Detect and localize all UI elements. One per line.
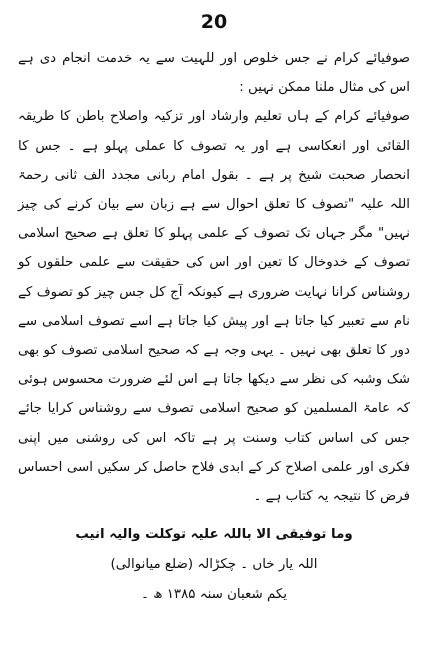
author-name: اللہ یار خاں ۔ چکڑالہ (ضلع میانوالی) (110, 557, 318, 572)
paragraph-main: صوفیائے کرام کے ہاں تعلیم وارشاد اور تزکیہ واصلاح باطن کا طریقہ القائی اور انعکاسی ہے اور یہ تصوف کا عملی پہلو ہے ۔ جس کا انحصار صحبت شیخ پر ہے ۔ بقول امام ربانی مجدد الف ثانی رحمۃ اللہ علیہ "تصوف کا تعلق احوال سے ہے زبان سے بیان کرنے کی چیز نہیں" مگر جہاں تک تصوف کے علمی پہلو کا تعلق ہے صحیح اسلامی تصوف کے خدوخال کا تعین اور اس کی حقیقت سے علمی حلقوں کو روشناس کرانا نہایت ضروری ہے کیونکہ آج کل جس چیز کو تصوف کے نام سے تعبیر کیا جاتا ہے اور پیش کیا جاتا ہے اسے تصوف اسلامی سے دور کا تعلق بھی نہیں ۔ یہی وجہ ہے کہ صحیح اسلامی تصوف کو بھی شک وشبہ کی نظر سے دیکھا جاتا ہے اس لئے ضرورت محسوس ہوئی کہ عامۃ المسلمین کو صحیح اسلامی تصوف سے روشناس کرایا جائے جس کی اساس کتاب وسنت پر ہے تاکہ اس کی روشنی میں اپنی فکری اور علمی اصلاح کر کے ابدی فلاح حاصل کر سکیں اسی احساس فرض کا نتیجہ یہ کتاب ہے ۔ (18, 109, 410, 505)
body-text (18, 44, 410, 511)
closing-block (0, 520, 428, 610)
closing-dua: وما توفیقی الا باللہ علیہ توکلت والیہ انیب (75, 527, 353, 542)
page-number: 20 (200, 11, 228, 33)
date-line: یکم شعبان سنہ ۱۳۸۵ ھ ۔ (140, 587, 288, 602)
paragraph-intro: صوفیائے کرام نے جس خلوص اور للہیت سے یہ خدمت انجام دی ہے اس کی مثال ملنا ممکن نہیں : (18, 51, 410, 96)
